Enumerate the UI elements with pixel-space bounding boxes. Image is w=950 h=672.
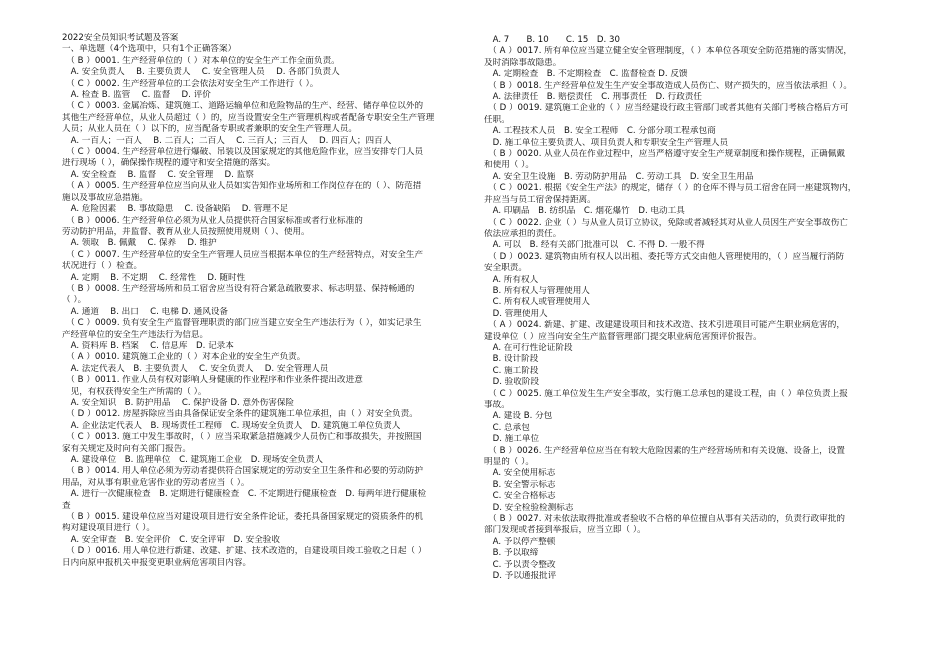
right-line: C. 总承包 (484, 422, 530, 433)
right-line: 和使用（ ）。 (484, 160, 534, 171)
left-line: （ C ）0009. 负有安全生产监督管理职责的部门应当建立安全生产违法行为（ ），如实记录生 (62, 318, 422, 329)
right-line: （ C ）0022. 企业（ ）与从业人员订立协议，免除或者减轻其对从业人员因生产安全事故伤亡 (484, 217, 848, 228)
right-line: A. 予以停产整顿 (484, 536, 556, 547)
right-line: （ C ）0021. 根据《安全生产法》的规定，储存（ ）的仓库不得与员工宿舍在同一座建筑物内， (484, 183, 857, 194)
left-line: （ B ）0006. 生产经营单位必须为从业人员提供符合国家标准或者行业标准的 (62, 215, 363, 226)
right-line: A. 在可行性论证阶段 (484, 342, 573, 353)
right-line: C. 安全合格标志 (484, 491, 556, 502)
left-line: （ B ）0011. 作业人员有权对影响人身健康的作业程序和作业条件提出改进意 (62, 375, 363, 386)
left-line: A. 领取 B. 佩戴 C. 保养 D. 维护 (62, 238, 217, 249)
right-line: 建设单位（ ）应当向安全生产监督管理部门提交职业病危害预评价报告。 (484, 331, 762, 342)
left-line: （ C ）0013. 施工中发生事故时，（ ）应当采取紧急措施减少人员伤亡和事故损失，并按照国 (62, 432, 422, 443)
left-line: A. 危险因素 B. 事故隐患 C. 设备缺陷 D. 管理不足 (62, 204, 289, 215)
right-line: （ B ）0027. 对未依法取得批准或者验收不合格的单位擅自从事有关活动的，负责行政审批的 (484, 514, 845, 525)
right-line: A. 安全使用标志 (484, 468, 556, 479)
left-line: （ C ）0007. 生产经营单位的安全生产管理人员应当根据本单位的生产经营特点，对安全生产 (62, 249, 424, 260)
left-line: A. 资料库 B. 档案 C. 信息库 D. 记录本 (62, 340, 234, 351)
left-line: （ A ）0010. 建筑施工企业的（ ）对本企业的安全生产负责。 (62, 352, 306, 363)
left-line: 构对建设项目进行（ ）。 (62, 523, 155, 534)
left-line: 见，有权获得安全生产所需的（ ）。 (62, 386, 207, 397)
right-line: （ A ）0024. 新建、扩建、改建建设项目和技术改造、技术引进项目可能产生职业病危害的， (484, 320, 845, 331)
left-line: 家有关规定及时向有关部门报告。 (62, 443, 191, 454)
right-line: D. 施工单位 (484, 434, 540, 445)
left-line: A. 通道 B. 出口 C. 电梯 D. 通风设备 (62, 306, 229, 317)
left-line: 2022安全员知识考试题及答案 (62, 33, 179, 43)
left-line: （ B ）0014. 用人单位必须为劳动者提供符合国家规定的劳动安全卫生条件和必要的劳动防护 (62, 466, 423, 477)
left-line: 查 (62, 500, 71, 511)
left-line: A. 法定代表人 B. 主要负责人 C. 安全负责人 D. 安全管理人员 (62, 363, 329, 374)
left-line: 用品，对从事有职业危害作业的劳动者应当（ ）。 (62, 477, 250, 488)
right-line: 明显的（ ）。 (484, 457, 534, 468)
left-line: 产经营单位的安全生产违法行为信息。 (62, 329, 209, 340)
left-line: A. 检查 B. 监管 C. 监督 D. 评价 (62, 90, 211, 101)
left-line: （ A ）0005. 生产经营单位应当向从业人员如实告知作业场所和工作岗位存在的（ ）、防范措 (62, 181, 422, 192)
left-line: A. 定期 B. 不定期 C. 经常性 D. 随时性 (62, 272, 246, 283)
right-column (484, 35, 894, 583)
left-line: （ B ）0015. 建设单位应当对建设项目进行安全条件论证，委托具备国家规定的资质条件的机 (62, 512, 423, 523)
left-line: A. 企业法定代表人 B. 现场责任工程师 C. 现场安全负责人 D. 建筑施工单位负责人 (62, 420, 401, 431)
right-line: A. 定期检查 B. 不定期检查 C. 监督检查 D. 反馈 (484, 69, 688, 80)
left-line: （ ）。 (62, 295, 87, 306)
right-line: D. 予以通报批评 (484, 571, 557, 582)
left-line: （ D ）0016. 用人单位进行新建、改建、扩建、技术改造的，自建设项目竣工验收之日起（ ） (62, 546, 427, 557)
right-line: C. 施工阶段 (484, 365, 539, 376)
right-line: D. 验收阶段 (484, 377, 540, 388)
right-line: （ A ）0017. 所有单位应当建立健全安全管理制度，（ ）本单位各项安全防范措施的落实情况， (484, 46, 852, 57)
left-line: （ C ）0003. 金属冶炼、建筑施工、道路运输单位和危险物品的生产、经营、储存单位以外的 (62, 101, 424, 112)
right-line: C. 予以责令整改 (484, 559, 556, 570)
right-line: B. 安全警示标志 (484, 479, 556, 490)
right-line: A. 7 B. 10 C. 15 D. 30 (484, 35, 620, 45)
left-line: 进行现场（ ），确保操作规程的遵守和安全措施的落实。 (62, 158, 276, 169)
right-line: D. 管理使用人 (484, 308, 548, 319)
left-line: （ D ）0012. 房屋拆除应当由具备保证安全条件的建筑施工单位承担，由（ ）对安全负责。 (62, 409, 418, 420)
right-line: A. 安全卫生设施 B. 劳动防护用品 C. 劳动工具 D. 安全卫生用品 (484, 171, 754, 182)
right-line: 安全职责。 (484, 263, 527, 274)
left-line: （ B ）0001. 生产经营单位的（ ）对本单位的安全生产工作全面负责。 (62, 55, 340, 66)
right-line: 部门发现或者接到举报后，应当立即（ ）。 (484, 525, 646, 536)
left-line: 其他生产经营单位，从业人员超过（ ）的，应当设置安全生产管理机构或者配备专职安全生产管理 (62, 112, 435, 123)
left-line: 状况进行（ ）检查。 (62, 261, 143, 272)
left-line: A. 安全负责人 B. 主要负责人 C. 安全管理人员 D. 各部门负责人 (62, 67, 340, 78)
right-line: A. 可以 B. 经有关部门批准可以 C. 不得 D. 一般不得 (484, 240, 705, 251)
right-line: 并应当与员工宿舍保持距离。 (484, 194, 596, 205)
right-line: D. 安全检验检测标志 (484, 502, 574, 513)
right-line: A. 建设 B. 分包 (484, 411, 553, 422)
right-line: 任职。 (484, 114, 510, 125)
left-line: （ C ）0002. 生产经营单位的工会依法对安全生产工作进行（ ）。 (62, 78, 319, 89)
left-line: 一、单选题（4个选项中，只有1个正确答案） (62, 44, 237, 55)
right-line: B. 设计阶段 (484, 354, 539, 365)
right-line: 事故。 (484, 400, 510, 410)
left-line: 人员；从业人员在（ ）以下的，应当配备专职或者兼职的安全生产管理人员。 (62, 124, 357, 135)
left-line: A. 建设单位 B. 监理单位 C. 建筑施工企业 D. 现场安全负责人 (62, 455, 323, 466)
right-line: （ D ）0023. 建筑物由所有权人以出租、委托等方式交由他人管理使用的，（ ）应当履行消防 (484, 251, 845, 262)
left-line: 施以及事故应急措施。 (62, 192, 148, 203)
right-line: A. 印刷品 B. 纺织品 C. 烟花爆竹 D. 电动工具 (484, 206, 685, 217)
right-line: A. 工程技术人员 B. 安全工程师 C. 分部分项工程承包商 (484, 126, 716, 137)
right-line: D. 施工单位主要负责人、项目负责人和专职安全生产管理人员 (484, 137, 729, 148)
left-line: （ C ）0004. 生产经营单位进行爆破、吊装以及国家规定的其他危险作业，应当安排专门人员 (62, 147, 424, 158)
left-line: A. 安全知识 B. 防护用品 C. 保护设备 D. 意外伤害保险 (62, 398, 295, 408)
right-line: （ B ）0018. 生产经营单位发生生产安全事故造成人员伤亡、财产损失的，应当依法承担（ ）。 (484, 80, 852, 91)
left-line: 日内向原申报机关申报变更职业病危害项目内容。 (62, 557, 252, 568)
right-line: （ C ）0025. 施工单位发生生产安全事故，实行施工总承包的建设工程，由（ ）单位负责上报 (484, 388, 848, 399)
right-line: 及时消除事故隐患。 (484, 57, 562, 68)
left-line: A. 安全检查 B. 监督 C. 安全管理 D. 监察 (62, 169, 254, 180)
left-line: A. 安全审查 B. 安全评价 C. 安全评审 D. 安全验收 (62, 534, 280, 545)
right-line: A. 法律责任 B. 赔偿责任 C. 刑事责任 D. 行政责任 (484, 92, 702, 103)
left-line: A. 进行一次健康检查 B. 定期进行健康检查 C. 不定期进行健康检查 D. 每两年进行健康检 (62, 489, 427, 500)
right-line: B. 予以取缔 (484, 548, 539, 559)
right-line: A. 所有权人 (484, 274, 539, 285)
right-line: 依法应承担的责任。 (484, 228, 562, 239)
right-line: （ B ）0026. 生产经营单位应当在有较大危险因素的生产经营场所和有关设施、设备上，设置 (484, 445, 845, 456)
right-line: （ D ）0019. 建筑施工企业的（ ）应当经建设行政主管部门或者其他有关部门考核合格后方可 (484, 103, 849, 114)
left-line: A. 一百人；一百人 B. 二百人；二百人 C. 三百人；三百人 D. 四百人；四百人 (62, 135, 392, 146)
right-line: C. 所有权人或管理使用人 (484, 297, 590, 308)
right-line: B. 所有权人与管理使用人 (484, 285, 590, 296)
left-line: 劳动防护用品，并监督、教育从业人员按照使用规则（ ）、使用。 (62, 226, 310, 237)
left-column (62, 33, 460, 569)
left-line: （ B ）0008. 生产经营场所和员工宿舍应当设有符合紧急疏散要求、标志明显、保持畅通的 (62, 283, 415, 294)
right-line: （ B ）0020. 从业人员在作业过程中，应当严格遵守安全生产规章制度和操作规程，正确佩戴 (484, 149, 845, 160)
